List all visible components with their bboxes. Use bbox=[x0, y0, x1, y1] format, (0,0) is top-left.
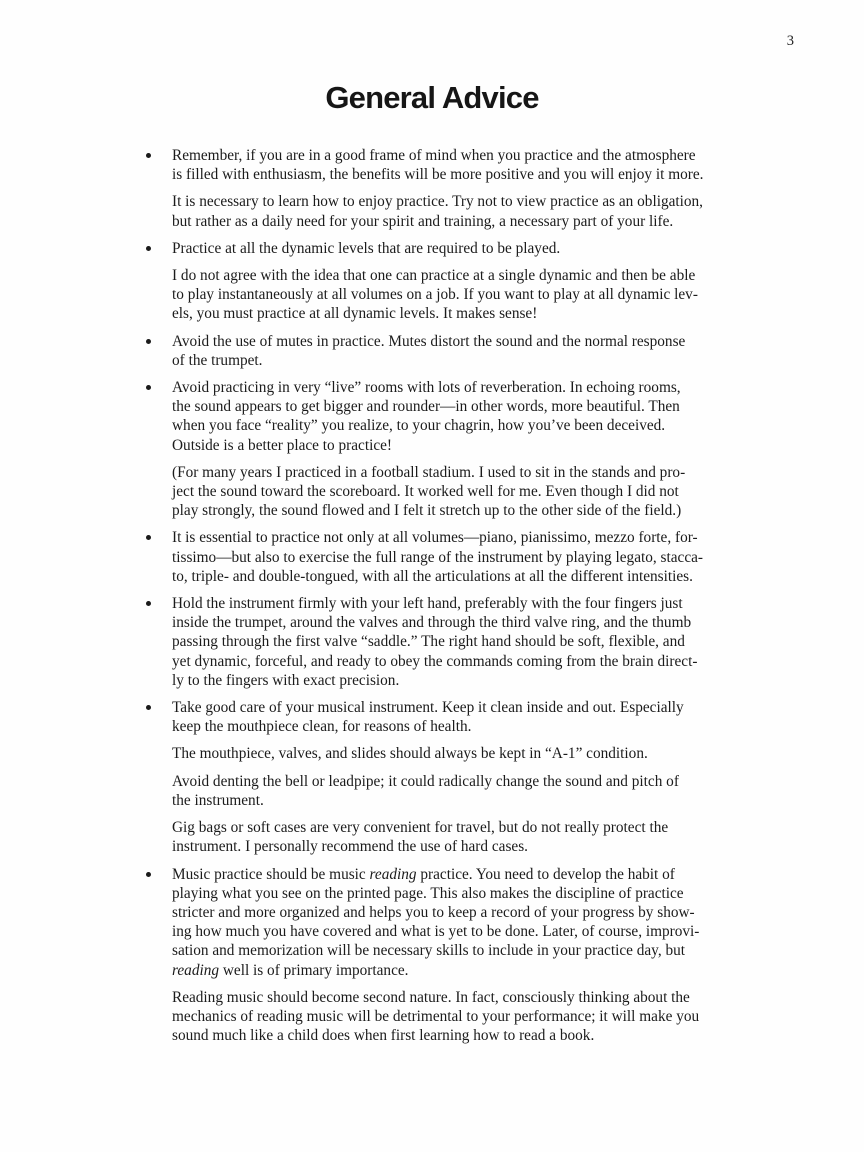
text-line: Practice at all the dynamic levels that are required to be played. bbox=[172, 239, 561, 257]
text-line: Avoid practicing in very “live” rooms with lots of reverberation. In echoing rooms, bbox=[172, 379, 681, 397]
text-line: yet dynamic, forceful, and ready to obey the commands coming from the brain direct- bbox=[172, 652, 698, 670]
text-line: I do not agree with the idea that one can practice at a single dynamic and then be able bbox=[172, 267, 696, 285]
text-line: sation and memorization will be necessary skills to include in your practice day, but bbox=[172, 942, 686, 960]
text-line: the sound appears to get bigger and rounder—in other words, more beautiful. Then bbox=[172, 398, 680, 416]
paragraph bbox=[172, 192, 725, 230]
text-line: (For many years I practiced in a football stadium. I used to sit in the stands and pro- bbox=[172, 463, 686, 481]
bullet-item bbox=[172, 528, 725, 586]
text-line: passing through the first valve “saddle.” The right hand should be soft, flexible, and bbox=[172, 633, 685, 651]
text-line: els, you must practice at all dynamic levels. It makes sense! bbox=[172, 305, 538, 323]
text-line: The mouthpiece, valves, and slides should always be kept in “A-1” condition. bbox=[172, 745, 648, 763]
bullet-icon bbox=[146, 339, 151, 344]
bullet-item bbox=[172, 865, 725, 980]
text-line: Music practice should be music reading practice. You need to develop the habit of bbox=[172, 865, 675, 883]
text-line: is filled with enthusiasm, the benefits will be more positive and you will enjoy it more. bbox=[172, 166, 704, 184]
text-line: to, triple- and double-tongued, with all the articulations at all the different intensities. bbox=[172, 567, 693, 585]
bullet-item bbox=[172, 594, 725, 690]
text-line: reading well is of primary importance. bbox=[172, 961, 409, 979]
bullet-item bbox=[172, 378, 725, 455]
text-line: It is essential to practice not only at all volumes—piano, pianissimo, mezzo forte, for- bbox=[172, 529, 698, 547]
text-line: stricter and more organized and helps you to keep a record of your progress by show- bbox=[172, 903, 695, 921]
bullet-icon bbox=[146, 601, 151, 606]
paragraph bbox=[172, 744, 725, 763]
text-line: sound much like a child does when first learning how to read a book. bbox=[172, 1027, 595, 1045]
paragraph bbox=[172, 988, 725, 1046]
bullet-icon bbox=[146, 246, 151, 251]
text-line: playing what you see on the printed page. This also makes the discipline of practice bbox=[172, 884, 684, 902]
text-line: Avoid denting the bell or leadpipe; it could radically change the sound and pitch of bbox=[172, 772, 679, 790]
paragraph bbox=[172, 772, 725, 810]
page-number: 3 bbox=[786, 33, 794, 49]
text-line: the instrument. bbox=[172, 791, 264, 809]
text-line: play strongly, the sound flowed and I felt it stretch up to the other side of the field.) bbox=[172, 502, 682, 520]
bullet-icon bbox=[146, 535, 151, 540]
bullet-icon bbox=[146, 872, 151, 877]
text-line: to play instantaneously at all volumes on a job. If you want to play at all dynamic lev- bbox=[172, 286, 698, 304]
text-line: when you face “reality” you realize, to your chagrin, how you’ve been deceived. bbox=[172, 417, 666, 435]
text-line: It is necessary to learn how to enjoy practice. Try not to view practice as an obligation, bbox=[172, 193, 703, 211]
page-content bbox=[172, 146, 725, 1053]
text-line: Reading music should become second nature. In fact, consciously thinking about the bbox=[172, 988, 690, 1006]
text-line: Take good care of your musical instrument. Keep it clean inside and out. Especially bbox=[172, 699, 684, 717]
text-line: ly to the fingers with exact precision. bbox=[172, 671, 400, 689]
paragraph bbox=[172, 266, 725, 324]
text-line: Hold the instrument firmly with your left hand, preferably with the four fingers just bbox=[172, 595, 683, 613]
text-line: Outside is a better place to practice! bbox=[172, 436, 393, 454]
text-line: ject the sound toward the scoreboard. It worked well for me. Even though I did not bbox=[172, 483, 679, 501]
text-line: mechanics of reading music will be detrimental to your performance; it will make you bbox=[172, 1007, 700, 1025]
text-line: Remember, if you are in a good frame of mind when you practice and the atmosphere bbox=[172, 147, 696, 164]
text-line: Gig bags or soft cases are very convenient for travel, but do not really protect the bbox=[172, 819, 669, 837]
bullet-icon bbox=[146, 153, 151, 158]
bullet-item bbox=[172, 239, 725, 258]
text-line: keep the mouthpiece clean, for reasons of health. bbox=[172, 718, 472, 736]
bullet-item bbox=[172, 332, 725, 370]
bullet-icon bbox=[146, 385, 151, 390]
text-line: inside the trumpet, around the valves and through the third valve ring, and the thumb bbox=[172, 614, 692, 632]
bullet-item bbox=[172, 698, 725, 736]
text-line: Avoid the use of mutes in practice. Mutes distort the sound and the normal response bbox=[172, 332, 686, 350]
page-title: General Advice bbox=[325, 80, 539, 115]
text-line: instrument. I personally recommend the use of hard cases. bbox=[172, 838, 528, 856]
paragraph bbox=[172, 463, 725, 521]
text-line: but rather as a daily need for your spirit and training, a necessary part of your life. bbox=[172, 212, 674, 230]
bullet-item bbox=[172, 146, 725, 184]
text-line: of the trumpet. bbox=[172, 351, 263, 369]
paragraph bbox=[172, 818, 725, 856]
bullet-icon bbox=[146, 705, 151, 710]
text-line: tissimo—but also to exercise the full range of the instrument by playing legato, stacca- bbox=[172, 548, 703, 566]
text-line: ing how much you have covered and what is yet to be done. Later, of course, improvi- bbox=[172, 923, 700, 941]
